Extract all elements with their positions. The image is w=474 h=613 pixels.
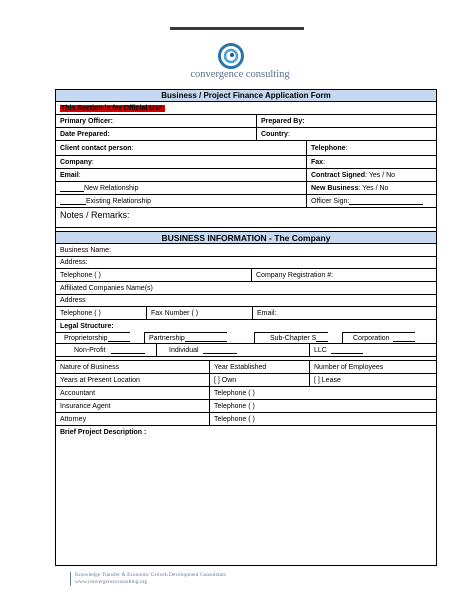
attorney-row	[56, 413, 436, 426]
country-label: Country	[261, 130, 288, 138]
footer	[70, 572, 226, 586]
new-business-label: New Business	[311, 184, 359, 192]
legal-options-row	[56, 332, 436, 344]
email-row: Email : Contract Signed : Yes / No	[56, 169, 436, 182]
client-contact-label: Client contact person	[60, 144, 132, 152]
lease-checkbox[interactable]: [ ] Lease	[309, 374, 341, 386]
officer-sign-label: Officer Sign:	[311, 197, 350, 205]
fax-number-label: Fax Number ( )	[146, 307, 198, 319]
date-row: Date Prepared: Country :	[56, 128, 436, 141]
officer-row	[56, 115, 436, 128]
affiliated-row	[56, 282, 436, 295]
individual-option[interactable]: Individual	[169, 346, 199, 354]
business-info-header	[56, 232, 436, 244]
legal-structure-row	[56, 320, 436, 332]
corporation-option[interactable]: Corporation	[353, 334, 390, 342]
brand-name: convergence consulting	[190, 69, 290, 80]
relationship-row: New Relationship New Business : Yes / No	[56, 182, 436, 195]
new-relationship-label: New Relationship	[84, 184, 139, 192]
accountant-telephone-label: Telephone ( )	[209, 387, 255, 399]
insurance-telephone-label: Telephone ( )	[209, 400, 255, 412]
accountant-label: Accountant	[60, 389, 96, 397]
number-of-employees-label: Number of Employees	[309, 361, 383, 373]
affiliated-telephone-label: Telephone ( )	[60, 309, 101, 317]
prepared-by-label: Prepared By:	[256, 115, 305, 127]
year-established-label: Year Established	[209, 361, 266, 373]
official-use-label: This Section is for Official Use	[60, 105, 165, 112]
contract-signed-label: Contract Signed	[311, 171, 366, 179]
fax-label: Fax	[311, 158, 324, 166]
years-at-location-label: Years at Present Location	[60, 376, 140, 384]
nature-of-business-label: Nature of Business	[60, 363, 120, 371]
business-name-row	[56, 244, 436, 257]
own-checkbox[interactable]: [ ] Own	[209, 374, 236, 386]
company-label: Company	[60, 158, 92, 166]
address-row	[56, 257, 436, 269]
email-label: Email	[60, 171, 79, 179]
existing-relationship-label: Existing Relationship	[86, 197, 151, 205]
official-use-row	[56, 102, 436, 115]
notes-label: Notes / Remarks:	[60, 210, 130, 220]
attorney-label: Attorney	[60, 415, 87, 423]
location-row	[56, 374, 436, 387]
existing-row	[56, 195, 436, 208]
address2-row	[56, 295, 436, 307]
footer-url[interactable]: www.convergenceconsulting.org	[75, 579, 148, 585]
footer-tagline: Knowledge Transfer & Economic Growth Development Consultants	[75, 572, 226, 578]
client-contact-row: Client contact person : Telephone :	[56, 141, 436, 156]
nature-row	[56, 361, 436, 374]
swirl-logo-icon	[218, 43, 244, 69]
brief-project-description-label: Brief Project Description :	[60, 429, 147, 436]
business-telephone-label: Telephone ( )	[60, 271, 101, 279]
company-row: Company : Fax :	[56, 156, 436, 169]
project-description-row	[56, 426, 436, 565]
llc-option[interactable]: LLC	[314, 346, 327, 354]
notes-row	[56, 208, 436, 228]
affiliated-address-label: Address	[60, 297, 86, 304]
form-title-row	[56, 90, 436, 102]
telephone-label: Telephone	[311, 144, 346, 152]
primary-officer-label: Primary Officer:	[60, 117, 113, 125]
attorney-telephone-label: Telephone ( )	[209, 413, 255, 425]
fax-row	[56, 307, 436, 320]
legal-structure-label: Legal Structure:	[60, 322, 114, 330]
business-info-title: BUSINESS INFORMATION - The Company	[161, 232, 331, 243]
sub-chapter-option[interactable]: Sub-Chapter S	[270, 334, 317, 342]
affiliated-companies-label: Affiliated Companies Name(s)	[60, 284, 153, 292]
top-rule	[170, 27, 304, 30]
insurance-row	[56, 400, 436, 413]
business-name-label: Business Name:	[60, 246, 111, 254]
accountant-row	[56, 387, 436, 400]
insurance-agent-label: Insurance Agent	[60, 402, 111, 410]
form-title: Business / Project Finance Application Form	[161, 91, 331, 100]
non-profit-option[interactable]: Non-Profit	[74, 346, 106, 354]
partnership-option[interactable]: Partnership	[149, 334, 185, 342]
legal-options-row-2	[56, 344, 436, 357]
proprietorship-option[interactable]: Proprietorship	[64, 334, 108, 342]
telephone-row	[56, 269, 436, 282]
application-form	[55, 89, 437, 566]
company-registration-label: Company Registration #:	[251, 269, 333, 281]
date-prepared-label: Date Prepared:	[60, 130, 110, 138]
business-email-label: Email:	[252, 307, 276, 319]
address-label: Address:	[60, 259, 88, 266]
